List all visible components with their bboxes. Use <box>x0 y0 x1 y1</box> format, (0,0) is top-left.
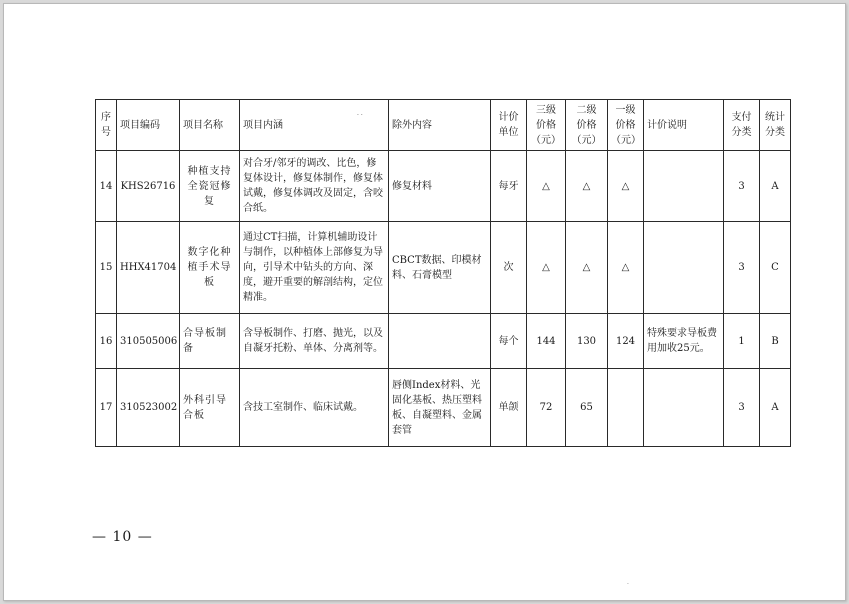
cell-name: 数字化种植手术导板 <box>180 222 240 314</box>
header-note: 计价说明 <box>644 100 724 151</box>
cell-code: 310523002 <box>117 369 180 447</box>
cell-unit: 每牙 <box>491 151 527 222</box>
cell-name: 外科引导合板 <box>180 369 240 447</box>
header-unit-line2: 单位 <box>498 127 519 138</box>
header-level3-line1: 三级 <box>536 104 556 116</box>
table-row <box>96 151 791 222</box>
cell-level3: 72 <box>527 369 566 447</box>
header-level3-line2: 价格 <box>536 119 556 131</box>
header-unit-line1: 计价 <box>498 112 519 123</box>
cell-unit: 次 <box>491 222 527 314</box>
header-name: 项目名称 <box>180 100 240 151</box>
header-level3-line3: （元） <box>531 134 561 146</box>
cell-level1 <box>608 369 644 447</box>
header-code: 项目编码 <box>117 100 180 151</box>
header-level2 <box>566 100 608 151</box>
cell-pay-class: 3 <box>724 369 760 447</box>
cell-note <box>644 222 724 314</box>
header-pay-class <box>724 100 760 151</box>
table-row <box>96 314 791 369</box>
cell-excluded: CBCT数据、印模材料、石膏模型 <box>389 222 491 314</box>
table-header-row <box>96 100 791 151</box>
cell-content: 通过CT扫描，计算机辅助设计与制作，以种植体上部修复为导向，引导术中钻头的方向、深度，避开重要的解剖结构，定位精准。 <box>240 222 389 314</box>
header-level1 <box>608 100 644 151</box>
header-seq <box>96 100 117 151</box>
header-level3 <box>527 100 566 151</box>
cell-level3: 144 <box>527 314 566 369</box>
cell-name: 种植支持全瓷冠修复 <box>180 151 240 222</box>
header-content: 项目内涵 <box>240 100 389 151</box>
cell-content: 含导板制作、打磨、抛光，以及自凝牙托粉、单体、分离剂等。 <box>240 314 389 369</box>
cell-pay-class: 3 <box>724 151 760 222</box>
cell-level1: 124 <box>608 314 644 369</box>
page-number: — 10 — <box>92 529 153 545</box>
cell-stat-class: B <box>760 314 791 369</box>
header-level2-line3: （元） <box>571 134 602 146</box>
cell-level2: 130 <box>566 314 608 369</box>
cell-stat-class: C <box>760 222 791 314</box>
cell-name: 合导板制备 <box>180 314 240 369</box>
cell-excluded: 修复材料 <box>389 151 491 222</box>
cell-note <box>644 369 724 447</box>
cell-stat-class: A <box>760 369 791 447</box>
cell-level3: △ <box>527 151 566 222</box>
cell-content: 对合牙/邻牙的调改、比色，修复体设计，修复体制作，修复体试戴，修复体调改及固定，含咬合纸。 <box>240 151 389 222</box>
header-stat-line2: 分类 <box>765 127 785 138</box>
cell-note <box>644 151 724 222</box>
cell-level2: △ <box>566 222 608 314</box>
header-excluded: 除外内容 <box>389 100 491 151</box>
cell-note: 特殊要求导板费用加收25元。 <box>644 314 724 369</box>
document-page: · · 序号 项目编码 项目名称 项目内涵 除外内容 计价 单位 三级 价格 （元） 二级 价格 （元） 一级 价格 （元） 计价说明 支付 分类 统计 分类 14 KHS26716 种植支持全瓷冠修复 对合牙/邻牙的调改、比色，修复体设计，修复体制作，修复体试戴，修复体调改及固定，含咬合纸。 修复材料 每牙 △ △ △ 3 A 15 HHX41704 数字化种植手术导板 通过CT扫描，计算机辅助设计与制作，以种植体上部修复为导向，引导术中钻头的方向、深度，避开重要的解剖结构，定位精准。 CBCT数据、印模材料、石膏模型 次 △ △ △ 3 C 16 310505006 合导板制备 含导板制作、打磨、抛光，以及自凝牙托粉、单体、分离剂等。 每个 144 130 124 特殊要求导板费用加收25元。 1 B 17 310523002 外科引导合板 含技工室制作、临床试戴。 唇侧Index材料、光固化基板、热压塑料板、自凝塑料、金属套管 单颌 72 65 3 A — 10 — · <box>3 3 846 601</box>
header-level1-line1: 一级 <box>615 104 636 116</box>
header-level2-line2: 价格 <box>576 119 597 131</box>
cell-pay-class: 1 <box>724 314 760 369</box>
cell-level1: △ <box>608 222 644 314</box>
table-row <box>96 369 791 447</box>
cell-content: 含技工室制作、临床试戴。 <box>240 369 389 447</box>
cell-pay-class: 3 <box>724 222 760 314</box>
cell-excluded: 唇侧Index材料、光固化基板、热压塑料板、自凝塑料、金属套管 <box>389 369 491 447</box>
cell-stat-class: A <box>760 151 791 222</box>
header-pay-line2: 分类 <box>731 127 752 138</box>
cell-code: HHX41704 <box>117 222 180 314</box>
cell-code: KHS26716 <box>117 151 180 222</box>
header-unit <box>491 100 527 151</box>
header-level1-line2: 价格 <box>615 119 636 131</box>
cell-seq: 16 <box>96 314 117 369</box>
cell-unit: 每个 <box>491 314 527 369</box>
cell-level2: 65 <box>566 369 608 447</box>
cell-excluded <box>389 314 491 369</box>
cell-seq: 14 <box>96 151 117 222</box>
header-seq-text: 序号 <box>101 112 111 138</box>
cell-seq: 17 <box>96 369 117 447</box>
header-level2-line1: 二级 <box>576 104 597 116</box>
header-stat-line1: 统计 <box>765 112 785 123</box>
cell-level3: △ <box>527 222 566 314</box>
header-level1-line3: （元） <box>611 134 641 146</box>
cell-unit: 单颌 <box>491 369 527 447</box>
cell-level1: △ <box>608 151 644 222</box>
cell-seq: 15 <box>96 222 117 314</box>
header-stat-class <box>760 100 791 151</box>
table-row <box>96 222 791 314</box>
price-table <box>95 99 791 447</box>
header-pay-line1: 支付 <box>731 112 752 123</box>
cell-code: 310505006 <box>117 314 180 369</box>
cell-level2: △ <box>566 151 608 222</box>
